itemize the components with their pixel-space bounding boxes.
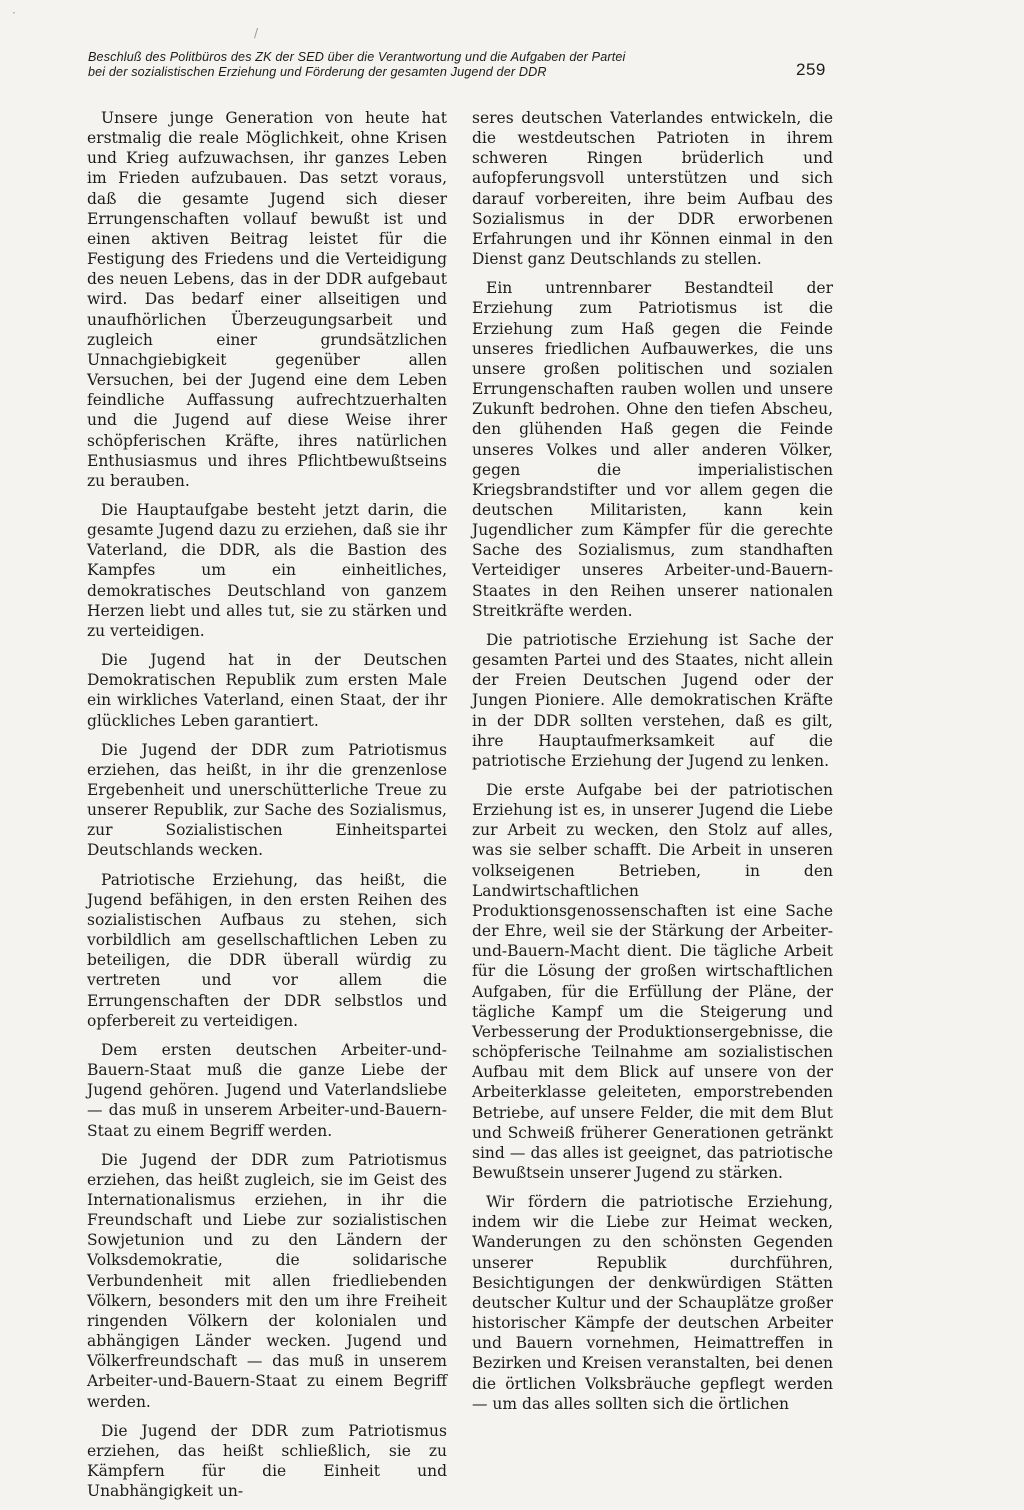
paragraph: Die Jugend hat in der Deutschen Demokratischen Republik zum ersten Male ein wirkliches Vaterland, einen Staat, der ihr glückliches Leben garantiert. (87, 651, 447, 730)
paragraph: Die Jugend der DDR zum Patriotismus erziehen, das heißt zugleich, sie im Geist des Internationalismus erziehen, in ihr die Freundschaft und Liebe zur sozialistischen Sowjetunion und zu den Ländern der Volksdemokratie, die solidarische Verbundenheit mit allen friedliebenden Völkern, besonders mit den um ihre Freiheit ringenden Völkern der kolonialen und abhängigen Länder wecken. Jugend und Völkerfreundschaft — das muß in unserem Arbeiter-und-Bauern-Staat zu einem Begriff werden. (87, 1150, 447, 1411)
paragraph: Die erste Aufgabe bei der patriotischen Erziehung ist es, in unserer Jugend die Liebe zur Arbeit zu wecken, den Stolz auf alles, was sie selber schafft. Die Arbeit in unseren volkseigenen Betrieben, in den Landwirtschaftlichen Produktionsgenossenschaften ist eine Sache der Ehre, weil sie der Stärkung der Arbeiter-und-Bauern-Macht dient. Die tägliche Arbeit für die Lösung der großen wirtschaftlichen Aufgaben, für die Erfüllung der Pläne, der tägliche Kampf um die Steigerung und Verbesserung der Produktionsergebnisse, die schöpferische Teilnahme am sozialistischen Aufbau mit dem Blick auf unsere von der Arbeiterklasse geleiteten, emporstrebenden Betriebe, auf unsere Felder, die mit dem Blut und Schweiß früherer Generationen getränkt sind — das alles ist geeignet, das patriotische Bewußtsein unserer Jugend zu stärken. (472, 781, 833, 1182)
paragraph: Die Jugend der DDR zum Patriotismus erziehen, das heißt schließlich, sie zu Kämpfern für die Einheit und Unabhängigkeit un- (87, 1421, 447, 1501)
paragraph: Die Hauptaufgabe besteht jetzt darin, die gesamte Jugend dazu zu erziehen, daß sie ihr Vaterland, die DDR, als die Bastion des Kampfes um ein einheitliches, demokratisches Deutschland von ganzem Herzen liebt und alles tut, sie zu stärken und zu verteidigen. (87, 500, 447, 640)
running-header (88, 50, 748, 80)
left-column (87, 108, 447, 1510)
paragraph: Die patriotische Erziehung ist Sache der gesamten Partei und des Staates, nicht allein der Freien Deutschen Jugend oder der Jungen Pioniere. Alle demokratischen Kräfte in der DDR sollten verstehen, daß es gilt, ihre Hauptaufmerksamkeit auf die patriotische Erziehung der Jugend zu lenken. (472, 630, 833, 770)
running-header-line-1: Beschluß des Politbüros des ZK der SED über die Verantwortung und die Aufgaben der Partei (88, 50, 626, 64)
paragraph-continuation: seres deutschen Vaterlandes entwickeln, die die westdeutschen Patrioten in ihrem schweren Ringen brüderlich und aufopferungsvoll unterstützen und sich darauf vorbereiten, ihre beim Aufbau des Sozialismus in der DDR erworbenen Erfahrungen und ihr Können einmal in den Dienst ganz Deutschlands zu stellen. (472, 109, 833, 269)
scan-speck: · (12, 6, 16, 20)
paragraph: Ein untrennbarer Bestandteil der Erziehung zum Patriotismus ist die Erziehung zum Haß gegen die Feinde unseres friedlichen Aufbauwerkes, die uns unsere großen politischen und sozialen Errungenschaften rauben wollen und unsere Zukunft bedrohen. Ohne den tiefen Abscheu, den glühenden Haß gegen die Feinde unseres Volkes und aller anderen Völker, gegen die imperialistischen Kriegsbrandstifter und vor allem gegen die deutschen Militaristen, kann kein Jugendlicher zum Kämpfer für die gerechte Sache des Sozialismus, zum standhaften Verteidiger unseres Arbeiter-und-Bauern-Staates in den Reihen unserer nationalen Streitkräfte werden. (472, 279, 833, 620)
paragraph: Patriotische Erziehung, das heißt, die Jugend befähigen, in den ersten Reihen des sozialistischen Aufbaus zu stehen, sich vorbildlich am gesellschaftlichen Leben zu beteiligen, die DDR überall würdig zu vertreten und vor allem die Errungenschaften der DDR selbstlos und opferbereit zu verteidigen. (87, 870, 447, 1030)
paragraph: Die Jugend der DDR zum Patriotismus erziehen, das heißt, in ihr die grenzenlose Ergebenheit und unerschütterliche Treue zu unserer Republik, zur Sache des Sozialismus, zur Sozialistischen Einheitspartei Deutschlands wecken. (87, 740, 447, 860)
scan-speck: / (254, 26, 259, 40)
right-column (472, 108, 833, 1423)
paragraph: Wir fördern die patriotische Erziehung, indem wir die Liebe zur Heimat wecken, Wanderungen zu den schönsten Gegenden unserer Republik durchführen, Besichtigungen der denkwürdigen Stätten deutscher Kultur und der Schauplätze großer historischer Kämpfe der deutschen Arbeiter und Bauern vornehmen, Heimattreffen in Bezirken und Kreisen veranstalten, bei denen die örtlichen Volksbräuche gepflegt werden — um das alles sollten sich die örtlichen (472, 1193, 833, 1413)
paragraph: Unsere junge Generation von heute hat erstmalig die reale Möglichkeit, ohne Krisen und Krieg aufzuwachsen, ihr ganzes Leben im Frieden aufzubauen. Das setzt voraus, daß die gesamte Jugend sich dieser Errungenschaften vollauf bewußt ist und einen aktiven Beitrag leistet für die Festigung des Friedens und die Verteidigung des neuen Lebens, das in der DDR aufgebaut wird. Das bedarf einer allseitigen und unaufhörlichen Überzeugungsarbeit und zugleich einer grundsätzlichen Unnachgiebigkeit gegenüber allen Versuchen, bei der Jugend eine dem Leben feindliche Auffassung aufrechtzuerhalten und die Jugend auf diese Weise ihrer schöpferischen Kräfte, ihres natürlichen Enthusiasmus und ihres Pflichtbewußtseins zu berauben. (87, 109, 447, 490)
paragraph: Dem ersten deutschen Arbeiter-und-Bauern-Staat muß die ganze Liebe der Jugend gehören. Jugend und Vaterlandsliebe — das muß in unserem Arbeiter-und-Bauern-Staat zu einem Begriff werden. (87, 1040, 447, 1140)
running-header-line-2: bei der sozialistischen Erziehung und Förderung der gesamten Jugend der DDR (88, 65, 547, 79)
page-number: 259 (796, 60, 826, 79)
